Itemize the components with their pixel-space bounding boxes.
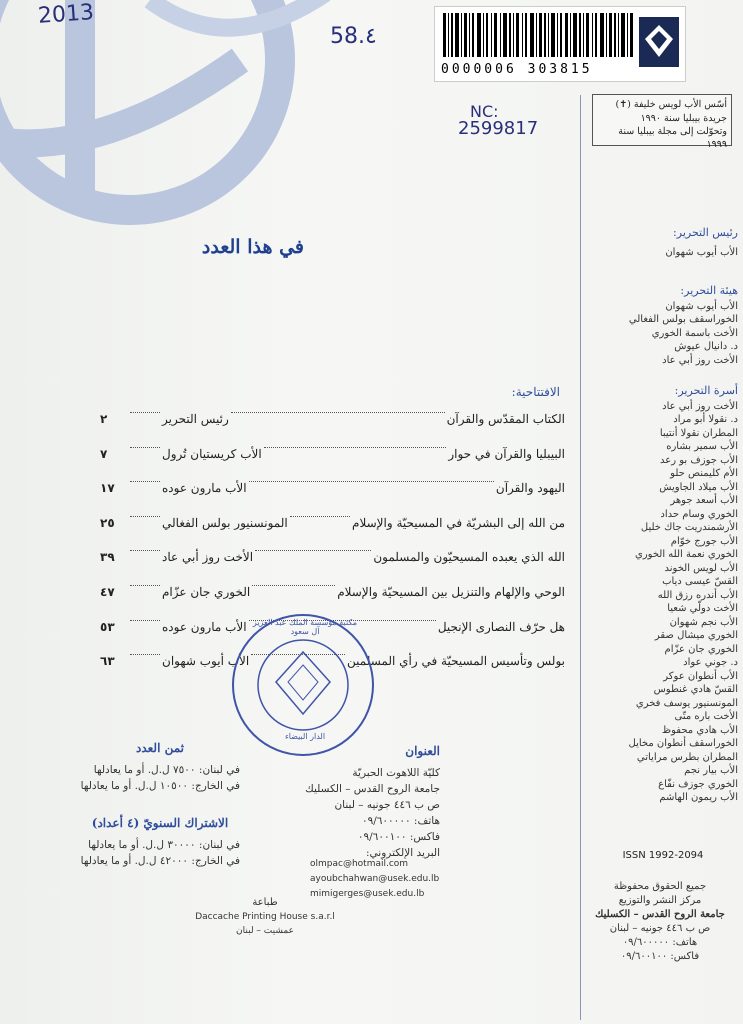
toc-leader	[130, 550, 160, 551]
toc-leader	[130, 516, 160, 517]
editorial-board-member: الخوراسقف بولس الفغالي	[628, 314, 738, 325]
editorial-family-member: الأخت روز أبي عاد	[662, 400, 738, 412]
founder-line: أسّس الأب لويس خليفة (✝)	[615, 99, 727, 110]
library-emblem-icon	[639, 17, 679, 67]
editorial-family-member: المونسنيور يوسف فخري	[635, 697, 738, 709]
editorial-family-section	[586, 384, 738, 805]
contents-title: في هذا العدد	[201, 236, 304, 258]
editorial-family-member: الأب أسعد جوهر	[670, 495, 738, 506]
price-line: في الخارج: ١٠٥٠٠ ل.ل. أو ما يعادلها	[80, 780, 240, 792]
toc-page-number: ٢٥	[100, 515, 115, 530]
toc-article-title: الوحي والإلهام والتنزيل بين المسيحيّة والإسلام	[337, 584, 565, 599]
editor-in-chief-name: الأب أيوب شهوان	[665, 246, 738, 258]
toc-leader	[252, 585, 335, 586]
price-line: في لبنان: ٧٥٠٠ ل.ل. أو ما يعادلها	[93, 764, 240, 776]
toc-leader	[130, 620, 160, 621]
editorial-family-member: الخوري جان عزّام	[664, 643, 738, 655]
toc-leader	[130, 654, 160, 655]
editorial-family-member: الأب جورج خوّام	[670, 535, 738, 547]
toc-author: الأب أيوب شهوان	[162, 654, 250, 669]
rights-line: ص ب ٤٤٦ جونيه – لبنان	[609, 923, 711, 934]
rights-line: فاكس: ٠٩/٦٠٠١٠٠	[620, 951, 700, 962]
editorial-board-member: الأخت روز أبي عاد	[662, 354, 738, 366]
editorial-family-member: الأب جوزف بو رعد	[660, 454, 738, 466]
address-line: جامعة الروح القدس – الكسليك	[305, 783, 440, 795]
toc-leader	[249, 481, 494, 482]
editorial-board-member: د. دانيال عيوش	[674, 341, 738, 352]
toc-article-title: الله الذي يعبده المسيحيّون والمسلمون	[373, 550, 565, 565]
editorial-family-member: الأم كليمنص حلو	[670, 468, 738, 479]
toc-row	[100, 447, 565, 482]
toc-author: الخوري جان عزّام	[162, 584, 251, 599]
toc-article-title: الكتاب المقدّس والقرآن	[446, 412, 565, 426]
editorial-family-member: الأب لويس الخوند	[664, 562, 738, 574]
toc-author: رئيس التحرير	[162, 412, 229, 426]
toc-article-title: بولس وتأسيس المسيحيّة في رأي المسلمين	[347, 654, 565, 669]
printer-place: عمشيت – لبنان	[236, 926, 294, 936]
email-label: البريد الإلكتروني:	[366, 847, 440, 859]
toc-leader	[130, 585, 160, 586]
toc-author: الأب مارون عوده	[162, 481, 247, 496]
toc-article-title: من الله إلى البشريّة في المسيحيّة والإسلام	[352, 515, 565, 530]
toc-page-number: ٦٣	[100, 654, 115, 669]
editorial-family-member: الخوري وسام حداد	[660, 508, 738, 520]
rights-line: جامعة الروح القدس – الكسليك	[595, 909, 725, 920]
toc-author: الأب كريستيان تُرول	[162, 446, 262, 461]
rights-block	[590, 880, 730, 964]
email-link[interactable]: ayoubchahwan@usek.edu.lb	[310, 874, 440, 884]
handwritten-year: 2013	[37, 0, 95, 29]
editorial-family-member: د. نقولا أبو مراد	[673, 414, 738, 425]
editor-in-chief-label: رئيس التحرير:	[673, 226, 738, 239]
toc-heading: الافتتاحية:	[511, 385, 560, 399]
handwritten-ref-2: 2599817	[458, 118, 539, 139]
barcode-label	[434, 6, 686, 82]
founder-line: جريدة بيبليا سنة ١٩٩٠	[640, 113, 727, 124]
toc-row	[100, 516, 565, 551]
toc-page-number: ١٧	[100, 481, 115, 496]
barcode-icon	[443, 13, 633, 57]
rights-line: جميع الحقوق محفوظة	[613, 881, 707, 892]
toc-page-number: ٤٧	[100, 584, 115, 599]
editorial-family-label: أسرة التحرير:	[674, 384, 738, 397]
toc-leader	[130, 447, 160, 448]
price-heading: ثمن العدد	[135, 741, 184, 755]
subscription-line: في لبنان: ٣٠٠٠٠ ل.ل. أو ما يعادلها	[88, 839, 240, 851]
address-heading: العنوان	[405, 744, 440, 758]
address-line: ص ب ٤٤٦ جونيه – لبنان	[334, 799, 440, 811]
editorial-board-section	[586, 284, 738, 367]
toc-page-number: ٢	[100, 412, 108, 426]
toc-page-number: ٥٣	[100, 619, 115, 634]
editorial-family-member: الأب سمير بشاره	[666, 441, 738, 452]
rights-line: مركز النشر والتوزيع	[618, 895, 702, 906]
address-line: هاتف: ٠٩/٦٠٠٠٠٠	[361, 815, 440, 827]
editorial-family-member: المطران نقولا أنتيبا	[659, 427, 738, 439]
toc-page-number: ٣٩	[100, 550, 115, 565]
toc-leader	[290, 516, 350, 517]
printer-name: Daccache Printing House s.a.r.l	[195, 912, 335, 922]
subscription-heading: الاشتراك السنويّ (٤ أعداد)	[91, 816, 229, 830]
handwritten-shelf-mark: 58.٤	[330, 24, 377, 49]
editorial-board-member: الأب أيوب شهوان	[665, 300, 738, 312]
editorial-family-member: المطران بطرس مراياتي	[636, 751, 738, 763]
editorial-family-member: الأب بيار نجم	[684, 765, 738, 776]
editorial-family-member: القسّ عيسى دياب	[662, 576, 738, 587]
handwritten-ref-1: NC:	[470, 102, 499, 121]
toc-row	[100, 481, 565, 516]
rights-line: هاتف: ٠٩/٦٠٠٠٠٠	[622, 937, 698, 948]
toc-page-number: ٧	[100, 446, 108, 461]
founder-line: وتحوّلت إلى مجلة بيبليا سنة ١٩٩٩	[618, 126, 727, 150]
toc-row	[100, 550, 565, 585]
email-link[interactable]: mimigerges@usek.edu.lb	[310, 889, 425, 899]
toc-leader	[231, 412, 445, 413]
column-divider	[580, 95, 581, 1020]
address-line: فاكس: ٠٩/٦٠٠١٠٠	[357, 831, 440, 843]
editorial-family-member: الأخت دولّي شعيا	[667, 603, 738, 614]
toc-author: المونسنيور بولس الفغالي	[162, 515, 288, 530]
toc-leader	[255, 550, 371, 551]
address-line: كليّة اللاهوت الحبريّة	[352, 767, 440, 779]
subscription-block	[80, 815, 240, 869]
price-block	[80, 740, 240, 794]
editorial-family-member: الأب أندره رزق الله	[657, 589, 738, 601]
toc-author: الأخت روز أبي عاد	[162, 550, 254, 565]
editorial-family-member: الأب أنطوان عوكر	[663, 670, 738, 682]
toc-row	[100, 412, 565, 447]
founder-box	[592, 94, 732, 150]
editorial-family-member: الأب ريمون الهاشم	[659, 792, 738, 803]
editorial-family-member: الأرشمندريت جاك خليل	[640, 522, 738, 533]
toc-article-title: البيبليا والقرآن في حوار	[448, 446, 565, 461]
subscription-line: في الخارج: ٤٢٠٠٠ ل.ل. أو ما يعادلها	[80, 855, 240, 867]
editorial-family-member: الخوري نعمة الله الخوري	[635, 549, 738, 560]
editorial-family-member: الأب ميلاد الجاويش	[659, 481, 738, 493]
editorial-family-member: الأخت باره متّى	[674, 711, 738, 722]
editorial-board-member: الأخت باسمة الخوري	[651, 327, 738, 339]
editorial-family-member: الأب هادي محفوظ	[661, 724, 738, 736]
email-link[interactable]: olmpac@hotmail.com	[310, 859, 409, 869]
editorial-family-member: الخوري جوزف نفّاع	[658, 778, 738, 790]
editorial-family-member: الخوري ميشال صقر	[654, 630, 738, 641]
address-block	[300, 743, 440, 861]
printing-block	[190, 896, 340, 938]
editor-in-chief-section	[586, 226, 738, 259]
toc-leader	[130, 481, 160, 482]
toc-article-title: اليهود والقرآن	[495, 481, 565, 496]
printing-heading: طباعة	[252, 897, 278, 908]
editorial-family-member: القسّ هادي غنطوس	[653, 684, 738, 695]
editorial-family-member: الأب نجم شهوان	[669, 616, 738, 628]
toc-leader	[264, 447, 447, 448]
toc-author: الأب مارون عوده	[162, 619, 247, 634]
issn: ISSN 1992-2094	[622, 850, 704, 861]
stamp-subtext: الدار البيضاء	[284, 732, 326, 741]
editorial-family-member: الخوراسقف أنطوان مخايل	[628, 738, 738, 749]
toc-leader	[130, 412, 160, 413]
barcode-number: 0000006 303815	[441, 62, 593, 77]
toc-article-title: هل حرّف النصارى الإنجيل	[437, 619, 565, 634]
editorial-board-label: هيئة التحرير:	[680, 284, 738, 297]
stamp-text: مكتبة مؤسسة الملك عبد العزيز آل سعود	[252, 618, 358, 636]
editorial-family-member: د. جوني عواد	[683, 657, 738, 668]
